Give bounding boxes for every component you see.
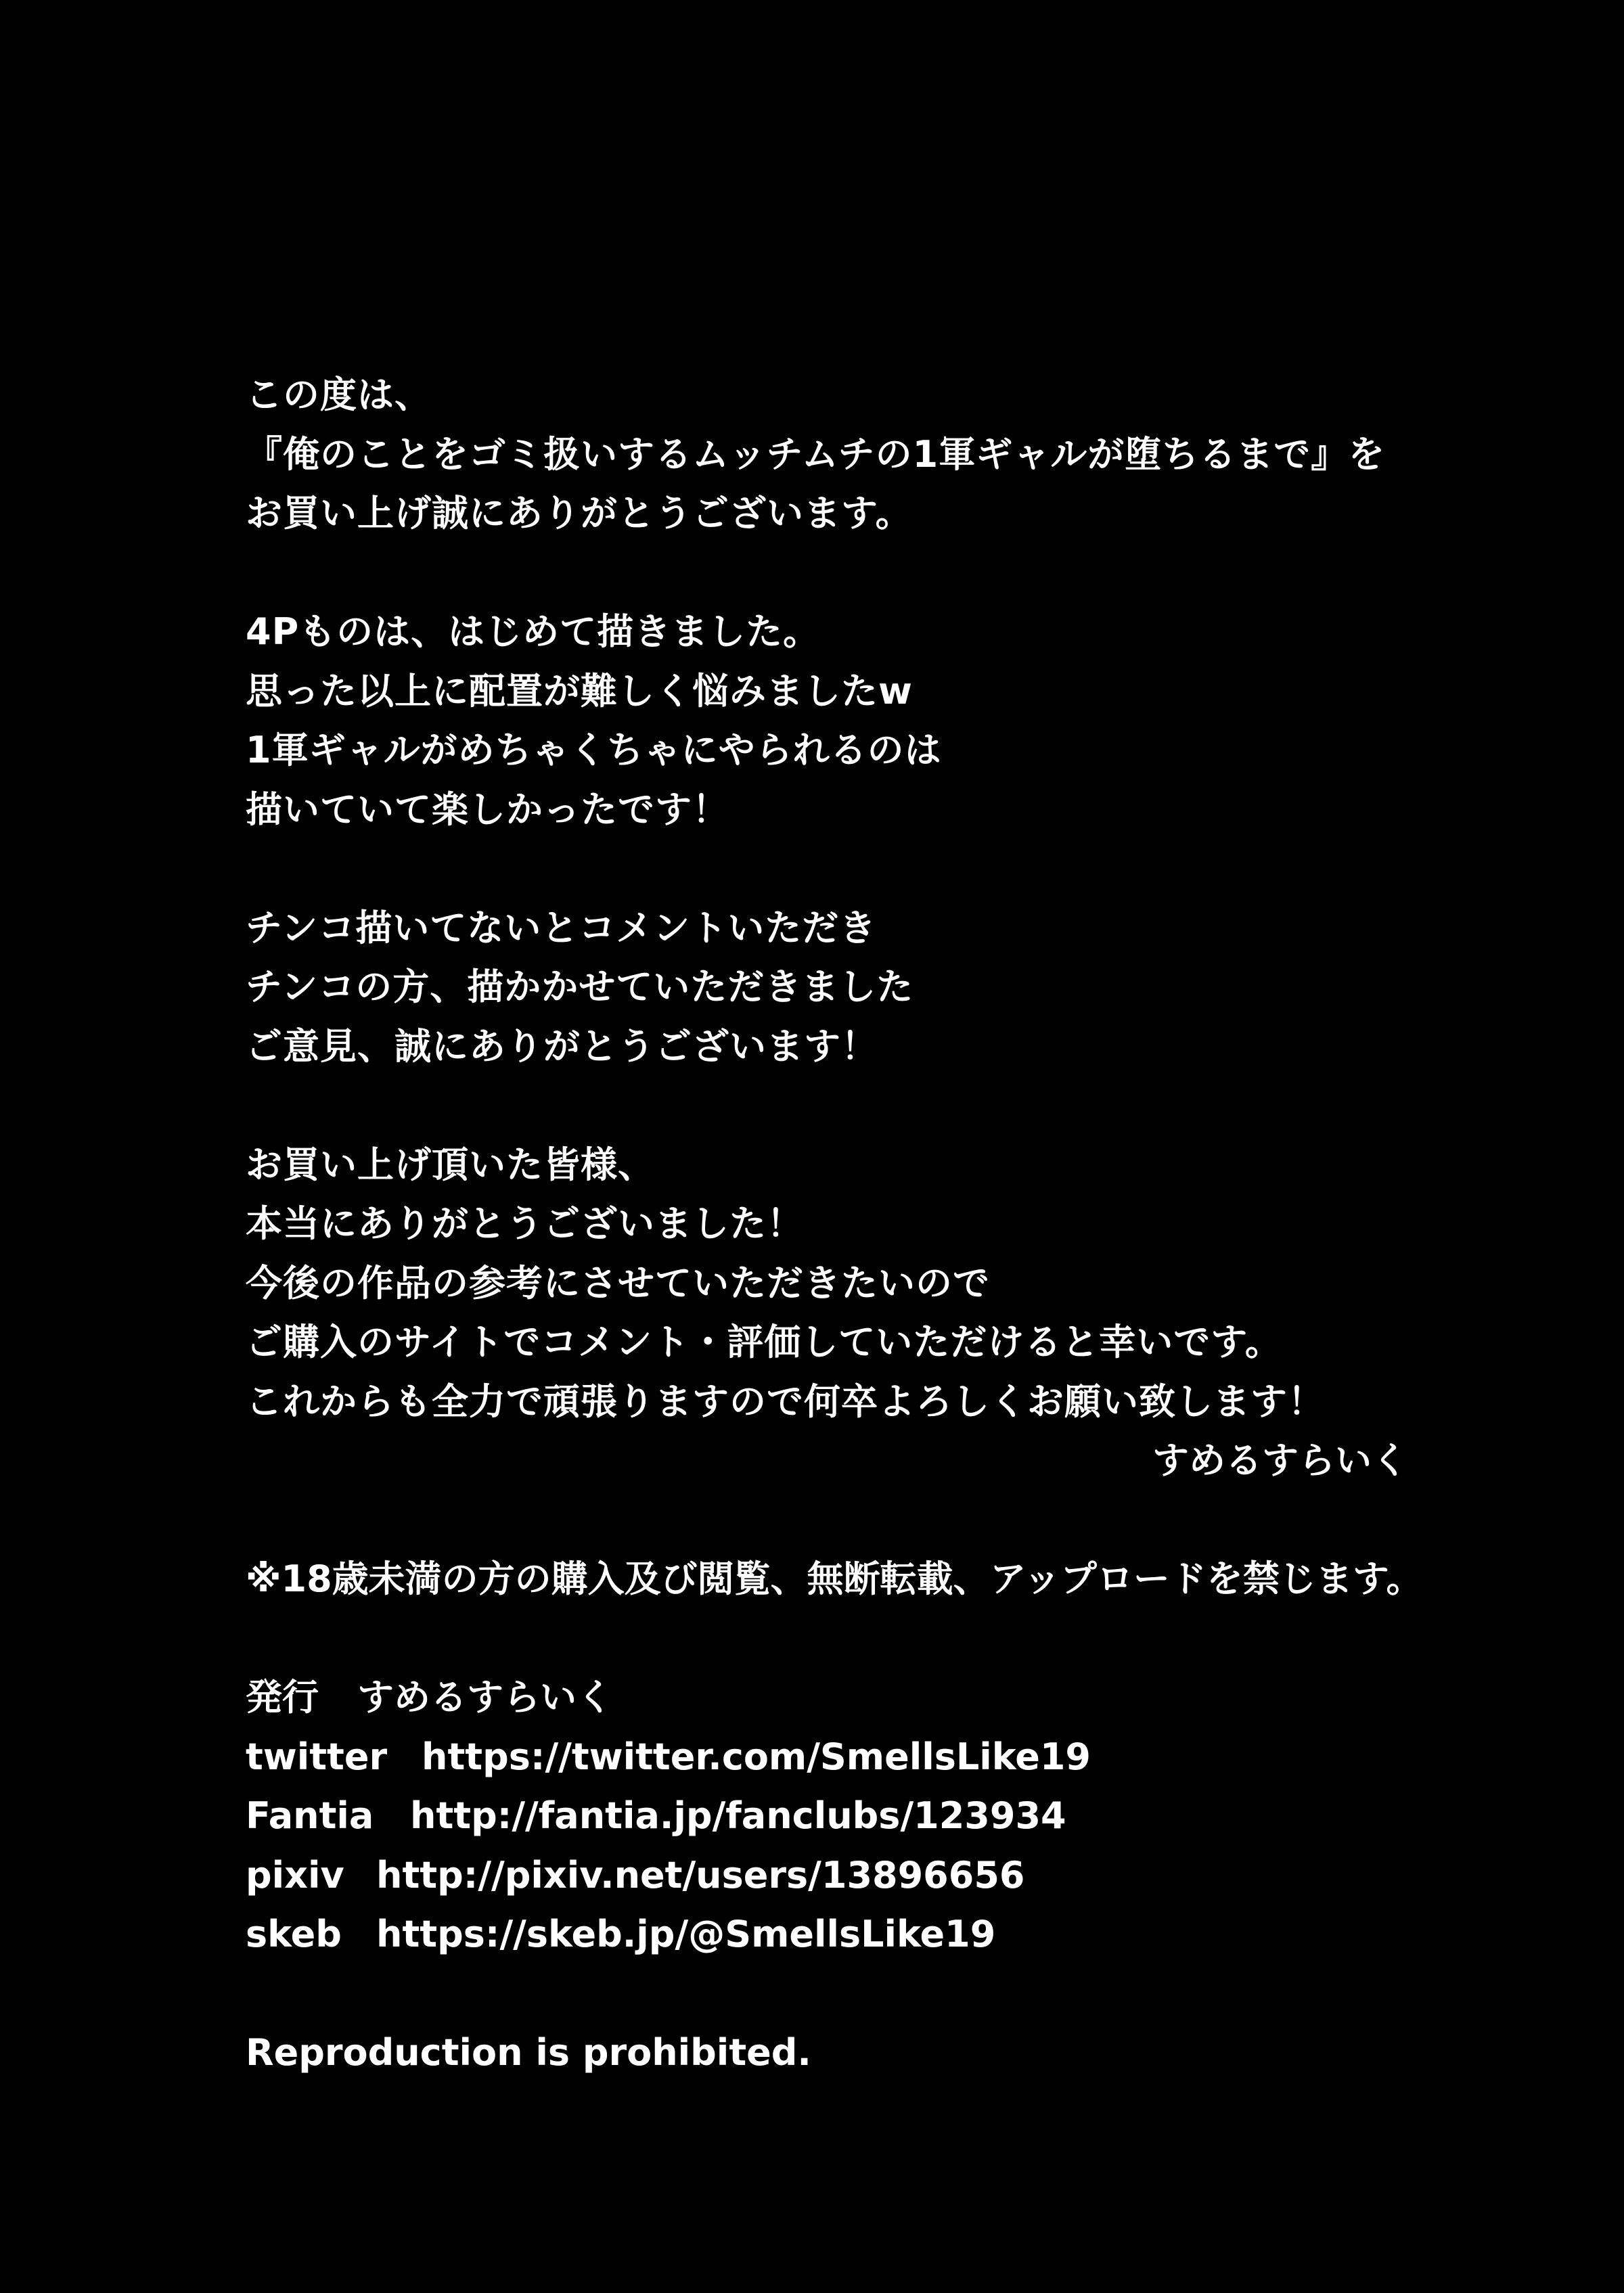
publisher-row <box>246 1668 1531 1727</box>
paragraph-gap <box>246 543 1531 603</box>
message-line: 描いていて楽しかったです！ <box>246 788 729 831</box>
paragraph-gap <box>246 1609 1531 1668</box>
twitter-row <box>246 1727 1531 1787</box>
age-restriction-notice: ※18歳未満の方の購入及び閲覧、無断転載、アップロードを禁じます。 <box>246 1558 1423 1600</box>
pixiv-row <box>246 1846 1531 1905</box>
skeb-url: https://skeb.jp/@SmellsLike19 <box>376 1913 996 1955</box>
publisher-label: 発行 <box>246 1676 319 1719</box>
twitter-url: https://twitter.com/SmellsLike19 <box>422 1735 1091 1778</box>
message-line: 思った以上に配置が難しく悩みましたw <box>246 669 913 712</box>
message-line: この度は、 <box>246 373 432 416</box>
afterword-message <box>246 365 1531 1431</box>
message-line: チンコ描いてないとコメントいただき <box>246 906 877 949</box>
message-line: ご購入のサイトでコメント・評価していただけると幸いです。 <box>246 1321 1282 1363</box>
fantia-row <box>246 1786 1531 1846</box>
paragraph-gap <box>246 839 1531 899</box>
message-line: 本当にありがとうございました！ <box>246 1202 804 1245</box>
message-line: チンコの方、描かかせていただきました <box>246 966 914 1008</box>
pixiv-label: pixiv <box>246 1853 344 1897</box>
colophon <box>246 1549 1531 2083</box>
paragraph-gap <box>246 1964 1531 2024</box>
publisher-name: すめるすらいく <box>357 1676 613 1719</box>
message-line: 『俺のことをゴミ扱いするムッチムチの1軍ギャルが堕ちるまで』を <box>246 432 1386 476</box>
message-line: お買い上げ頂いた皆様、 <box>246 1143 655 1186</box>
reproduction-notice: Reproduction is prohibited. <box>246 2031 811 2074</box>
message-line: ご意見、誠にありがとうございます！ <box>246 1024 878 1068</box>
fantia-label: Fantia <box>246 1794 374 1837</box>
message-line: お買い上げ誠にありがとうございます。 <box>246 492 913 535</box>
author-signature: すめるすらいく <box>1152 1439 1408 1482</box>
message-line: 4Pものは、はじめて描きました。 <box>246 610 821 653</box>
fantia-url: http://fantia.jp/fanclubs/123934 <box>410 1794 1066 1837</box>
message-line: これからも全力で頑張りますので何卒よろしくお願い致します！ <box>246 1380 1325 1423</box>
twitter-label: twitter <box>246 1735 388 1778</box>
paragraph-gap <box>246 1076 1531 1135</box>
message-line: 今後の作品の参考にさせていただきたいので <box>246 1261 990 1304</box>
skeb-row <box>246 1905 1531 1964</box>
skeb-label: skeb <box>246 1913 342 1955</box>
message-line: 1軍ギャルがめちゃくちゃにやられるのは <box>246 729 942 771</box>
pixiv-url: http://pixiv.net/users/13896656 <box>376 1853 1025 1897</box>
